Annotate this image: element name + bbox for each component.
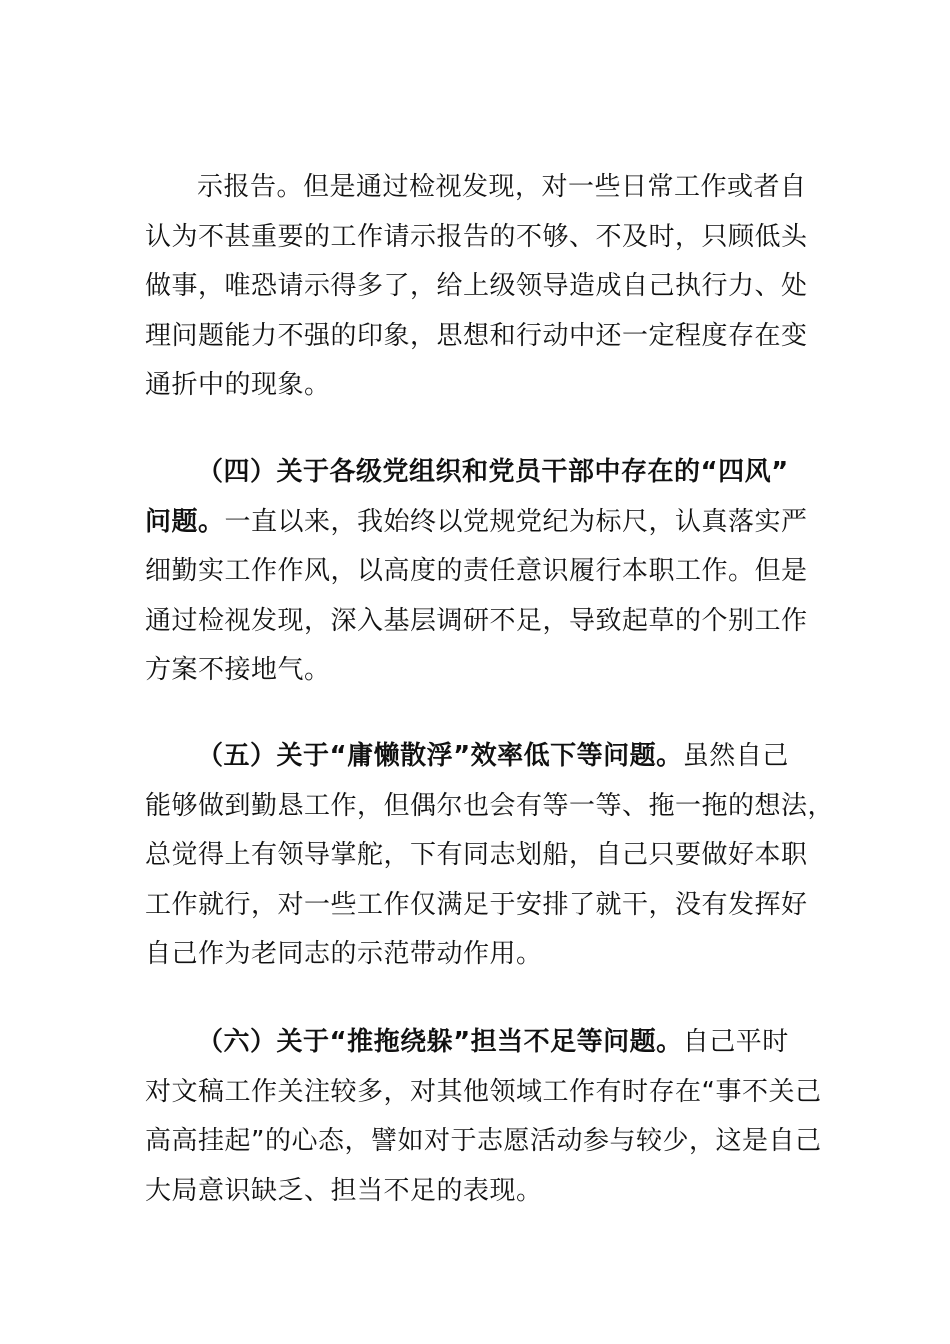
- text-line: 总觉得上有领导掌舵，下有同志划船，自己只要做好本职: [145, 840, 808, 870]
- section-heading: （四）关于各级党组织和党员干部中存在的“四风”: [197, 457, 789, 487]
- text-line: 能够做到勤恳工作，但偶尔也会有等一等、拖一拖的想法，: [145, 790, 835, 821]
- paragraph-four-winds: [145, 448, 807, 696]
- section-heading-cont: 问题。: [145, 506, 225, 537]
- text-line: 大局意识缺乏、担当不足的表现。: [145, 1175, 543, 1206]
- text-line: 方案不接地气。: [145, 655, 331, 685]
- text-line: 示报告。但是通过检视发现，对一些日常工作或者自: [197, 172, 807, 202]
- text-run: 虽然自己: [682, 741, 789, 771]
- text-line: 自己作为老同志的示范带动作用。: [145, 939, 543, 969]
- paragraph-low-efficiency: [145, 732, 835, 980]
- section-heading: （五）关于“庸懒散浮”效率低下等问题。: [197, 741, 683, 771]
- text-run: 一直以来，我始终以党规党纪为标尺，认真落实严: [224, 506, 808, 537]
- text-line: 工作就行，对一些工作仅满足于安排了就干，没有发挥好: [145, 889, 808, 920]
- section-heading: （六）关于“推拖绕躲”担当不足等问题。: [197, 1027, 683, 1057]
- text-line: 通折中的现象。: [145, 370, 331, 400]
- text-line: 对文稿工作关注较多，对其他领域工作有时存在“事不关己: [145, 1076, 822, 1107]
- text-line: 做事，唯恐请示得多了，给上级领导造成自己执行力、处: [145, 271, 808, 301]
- text-line: 高高挂起”的心态，譬如对于志愿活动参与较少，这是自己: [145, 1126, 822, 1156]
- paragraph-request-reporting: [145, 163, 807, 411]
- paragraph-lack-of-responsibility: [145, 1018, 822, 1216]
- text-line: 理问题能力不强的印象，思想和行动中还一定程度存在变: [145, 320, 808, 351]
- text-line: 认为不甚重要的工作请示报告的不够、不及时，只顾低头: [145, 221, 808, 252]
- text-line: 细勤实工作作风，以高度的责任意识履行本职工作。但是: [145, 556, 808, 586]
- text-line: 通过检视发现，深入基层调研不足，导致起草的个别工作: [145, 605, 808, 636]
- text-run: 自己平时: [682, 1027, 789, 1057]
